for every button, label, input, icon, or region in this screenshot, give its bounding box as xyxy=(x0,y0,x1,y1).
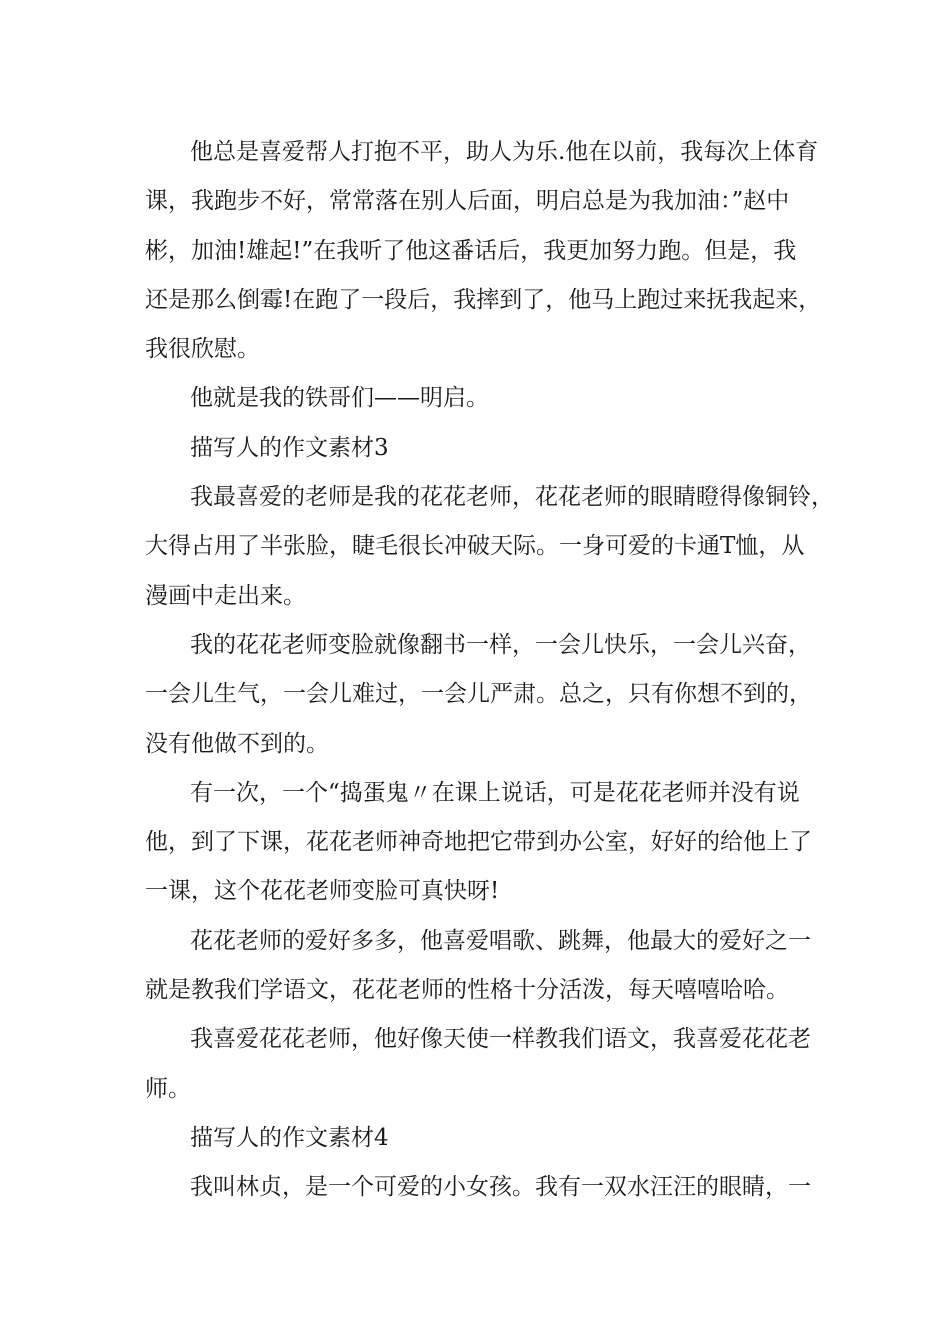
text-line: 他总是喜爱帮人打抱不平，助人为乐.他在以前，我每次上体育 xyxy=(190,139,819,165)
text-line: 我叫林贞，是一个可爱的小女孩。我有一双水汪汪的眼睛，一 xyxy=(190,1174,811,1201)
text-line: 一会儿生气，一会儿难过，一会儿严肃。总之，只有你想不到的， xyxy=(145,681,812,708)
text-line: 还是那么倒霉!在跑了一段后，我摔到了，他马上跑过来抚我起来， xyxy=(145,286,822,313)
text-line: 一课，这个花花老师变脸可真快呀! xyxy=(145,878,500,905)
text-line: 就是教我们学语文，花花老师的性格十分活泼，每天嘻嘻哈哈。 xyxy=(145,977,789,1004)
text-line: 课，我跑步不好，常常落在别人后面，明启总是为我加油：”赵中 xyxy=(145,188,790,215)
text-line: 大得占用了半张脸，睫毛很长冲破天际。一身可爱的卡通T恤，从 xyxy=(145,533,805,560)
section-heading: 描写人的作文素材3 xyxy=(190,434,389,461)
text-line: 漫画中走出来。 xyxy=(145,582,306,609)
text-line: 没有他做不到的。 xyxy=(145,730,329,757)
text-line: 我喜爱花花老师，他好像天使一样教我们语文，我喜爱花花老 xyxy=(190,1026,811,1053)
text-line: 有一次，一个“捣蛋鬼〃在课上说话，可是花花老师并没有说 xyxy=(190,779,800,806)
text-line: 彬，加油!雄起!”在我听了他这番话后，我更加努力跑。但是，我 xyxy=(145,237,797,264)
document-body xyxy=(145,128,834,1213)
text-line: 我很欣慰。 xyxy=(145,336,260,363)
text-line: 我最喜爱的老师是我的花花老师，花花老师的眼睛瞪得像铜铃， xyxy=(190,484,834,511)
text-line: 花花老师的爱好多多，他喜爱唱歌、跳舞，他最大的爱好之一 xyxy=(190,927,811,954)
text-line: 我的花花老师变脸就像翻书一样，一会儿快乐，一会儿兴奋， xyxy=(190,631,811,658)
text-line: 他，到了下课，花花老师神奇地把它带到办公室，好好的给他上了 xyxy=(145,829,812,856)
section-heading: 描写人的作文素材4 xyxy=(190,1124,389,1151)
text-line: 他就是我的铁哥们——明启。 xyxy=(190,385,489,412)
text-line: 师。 xyxy=(145,1075,191,1102)
